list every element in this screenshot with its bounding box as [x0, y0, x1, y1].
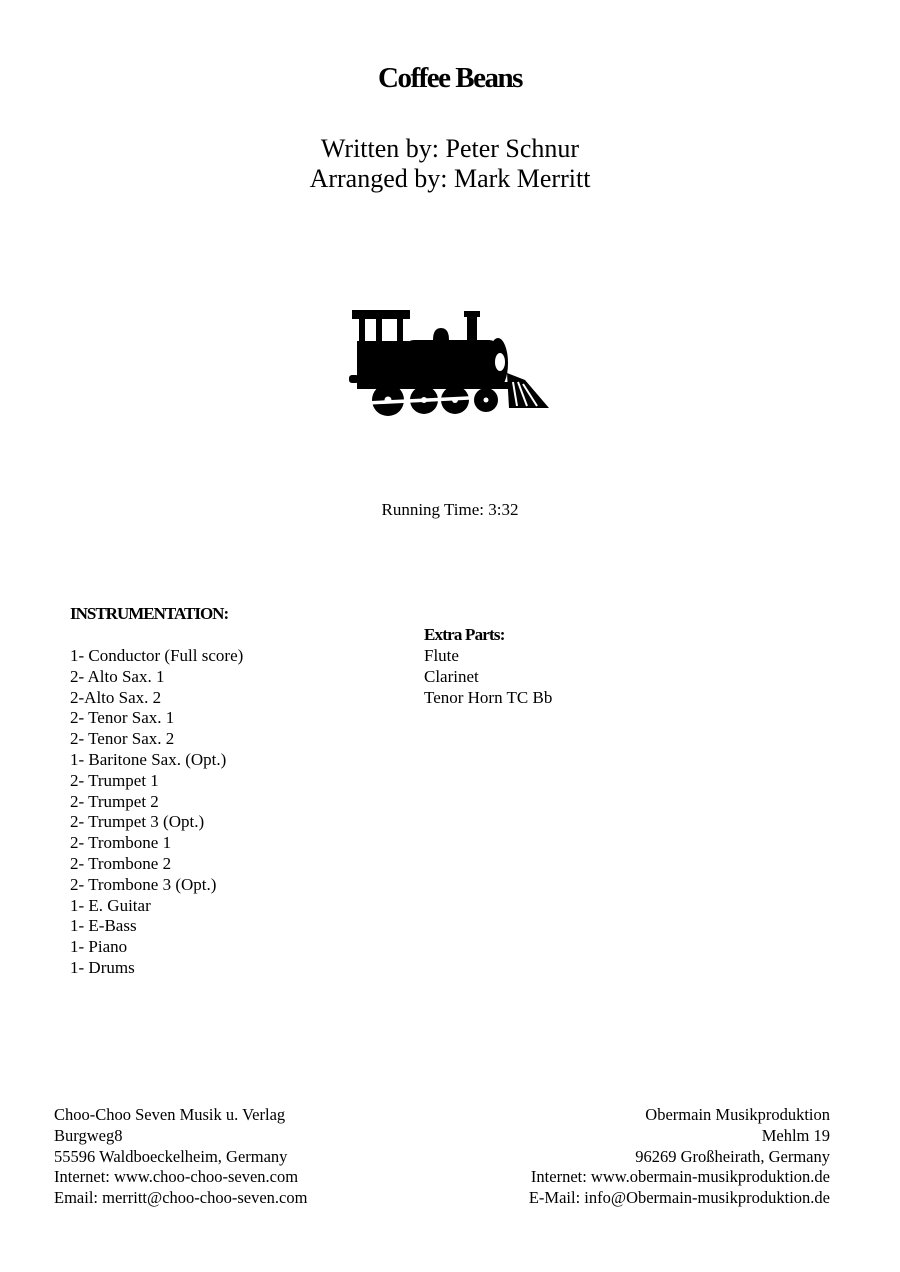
publisher-right-line: Internet: www.obermain-musikproduktion.de	[530, 1167, 830, 1187]
instrument-item: 2- Trombone 3 (Opt.)	[70, 874, 217, 894]
instrument-item: 2- Trombone 1	[70, 833, 172, 853]
publisher-right-line: 96269 Großheirath, Germany	[635, 1146, 830, 1166]
instrument-item: 1- E-Bass	[70, 916, 137, 936]
running-time: Running Time: 3:32	[381, 500, 519, 519]
extra-part-item: Flute	[424, 646, 459, 665]
publisher-right-address	[529, 1105, 830, 1209]
instrument-item: 2- Trombone 2	[70, 853, 172, 873]
steam-locomotive-icon	[349, 308, 551, 418]
publisher-right-line: Mehlm 19	[761, 1125, 830, 1145]
instrument-item: 1- E. Guitar	[70, 895, 151, 915]
instrument-item: 2- Trumpet 3 (Opt.)	[70, 812, 205, 832]
instrument-item: 1- Conductor (Full score)	[70, 646, 244, 665]
instrument-item: 1- Piano	[70, 937, 128, 957]
extra-part-item: Clarinet	[424, 666, 479, 686]
instrument-item: 1- Baritone Sax. (Opt.)	[70, 749, 227, 769]
publisher-right-line: E-Mail: info@Obermain-musikproduktion.de	[528, 1188, 830, 1208]
extra-part-item: Tenor Horn TC Bb	[424, 687, 553, 707]
instrument-item: 2- Trumpet 2	[70, 791, 159, 811]
credits	[0, 134, 900, 194]
arranged-by: Arranged by: Mark Merritt	[309, 164, 591, 193]
written-by: Written by: Peter Schnur	[320, 134, 580, 163]
publisher-left-line: Burgweg8	[54, 1125, 123, 1145]
instrument-item: 2- Trumpet 1	[70, 770, 159, 790]
publisher-left-address	[54, 1105, 307, 1209]
instrument-item: 2-Alto Sax. 2	[70, 687, 162, 707]
instrumentation-list	[70, 646, 243, 979]
instrumentation-heading: INSTRUMENTATION:	[70, 604, 229, 623]
publisher-left-line: Choo-Choo Seven Musik u. Verlag	[54, 1105, 286, 1124]
publisher-left-line: Internet: www.choo-choo-seven.com	[54, 1167, 299, 1187]
extra-parts-list	[424, 646, 552, 708]
instrument-item: 2- Alto Sax. 1	[70, 666, 165, 686]
score-title: Coffee Beans	[378, 62, 522, 94]
publisher-right-line: Obermain Musikproduktion	[645, 1105, 830, 1124]
instrument-item: 1- Drums	[70, 957, 135, 977]
extra-parts-heading: Extra Parts:	[424, 625, 505, 644]
instrument-item: 2- Tenor Sax. 1	[70, 708, 175, 728]
publisher-left-line: 55596 Waldboeckelheim, Germany	[54, 1146, 288, 1166]
instrument-item: 2- Tenor Sax. 2	[70, 729, 175, 749]
publisher-left-line: Email: merritt@choo-choo-seven.com	[54, 1188, 308, 1208]
